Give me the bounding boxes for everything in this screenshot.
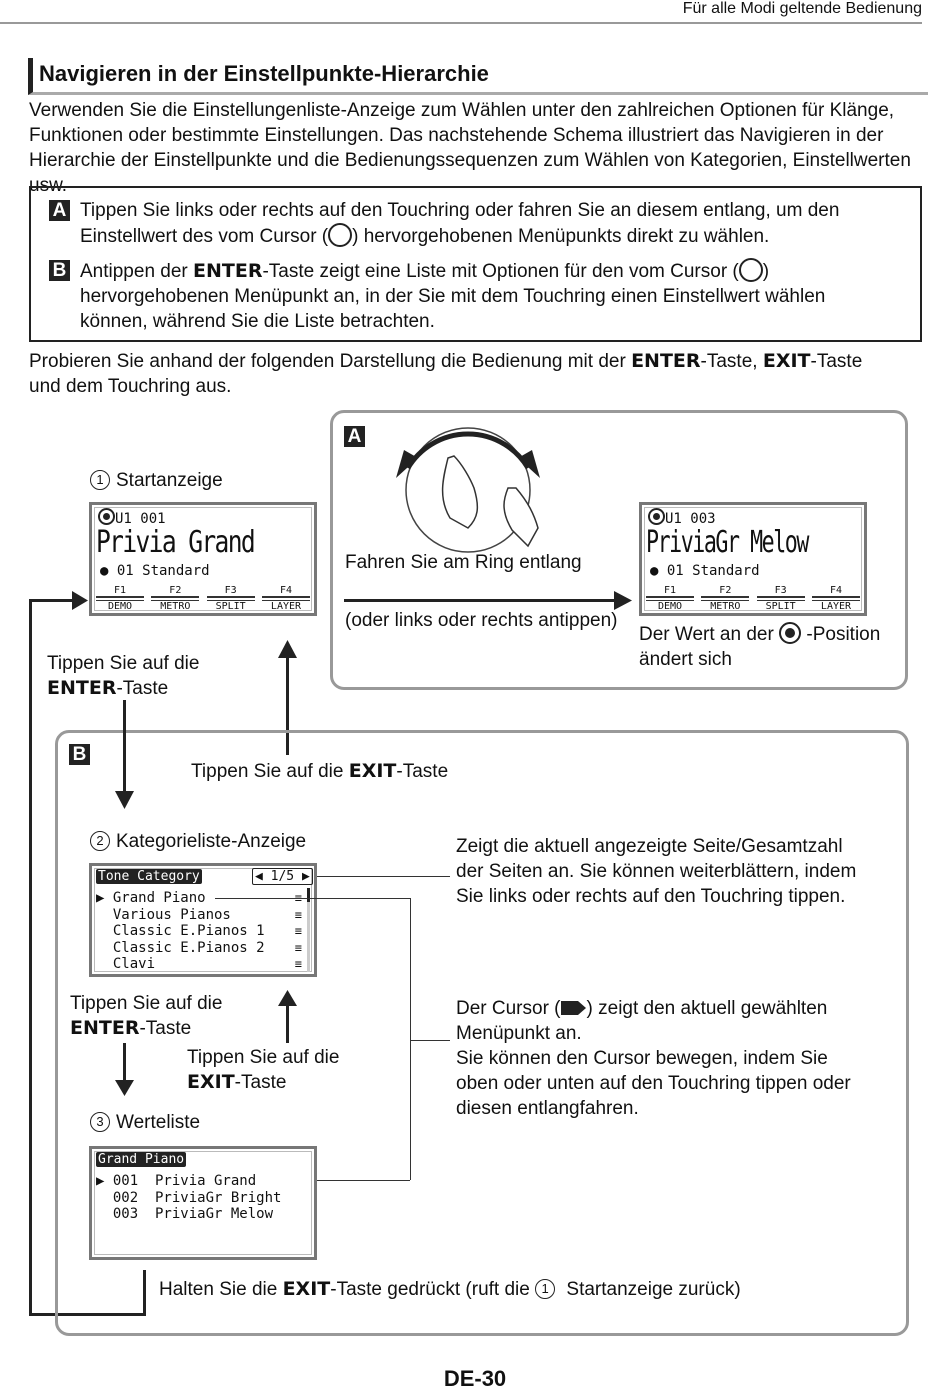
ring-instruction: Fahren Sie am Ring entlang <box>345 552 582 573</box>
list-item[interactable]: ▶ Grand Piano <box>96 890 206 906</box>
note-b-line: Antippen der ENTER-Taste zeigt eine Liste mit Optionen für den vom Cursor ( ) <box>80 260 770 282</box>
box-b-badge: B <box>69 744 90 765</box>
cursor-leader-vertical <box>410 898 411 1180</box>
ring-instruction-alt: (oder links oder rechts antippen) <box>345 610 618 631</box>
notes-box <box>29 186 922 342</box>
note-b-line: können, während Sie die Liste betrachten. <box>80 311 435 332</box>
lcd1-tone-name: Privia Grand <box>96 525 255 560</box>
list-item[interactable]: Classic E.Pianos 2 ≡ <box>112 939 302 956</box>
lcd2-subtitle: ● 01 Standard <box>650 563 760 579</box>
label-b-badge: B <box>49 260 70 281</box>
lcd2-function-keys <box>646 585 860 612</box>
page-indicator[interactable]: ◀ 1/5 ▶ <box>252 868 313 885</box>
box-a-badge: A <box>344 426 365 447</box>
enter-tap-label: Tippen Sie auf die ENTER-Taste <box>47 653 200 699</box>
lcd-changed-screen <box>639 502 867 616</box>
category-list <box>96 890 306 973</box>
cursor-circle-icon <box>328 223 352 247</box>
return-loop-top <box>29 599 77 602</box>
scrollbar[interactable] <box>307 888 310 972</box>
category-title: Tone Category <box>98 869 200 884</box>
lcd-value-list <box>89 1146 317 1260</box>
lcd1-header: U1 001 <box>98 508 166 527</box>
note-a-line: Einstellwert des vom Cursor ( ) hervorgehobenen Menüpunkts direkt zu wählen. <box>80 223 839 249</box>
hold-exit-note: Halten Sie die EXIT-Taste gedrückt (ruft die 1 Startanzeige zurück) <box>159 1278 741 1300</box>
position-marker-icon <box>779 622 801 644</box>
category-list-label: 2 Kategorieliste-Anzeige <box>90 829 306 854</box>
note-a-line: Tippen Sie links oder rechts auf den Touchring oder fahren Sie an diesem entlang, um den <box>80 200 840 221</box>
intro-paragraph <box>29 98 929 198</box>
value-list-label: 3 Werteliste <box>90 1110 200 1135</box>
f4-key[interactable]: F4 LAYER <box>262 585 310 612</box>
intro-line: Hierarchie der Einstellpunkte und die Bedienungssequenzen zum Wählen von Kategorien, Einstellwerten usw. <box>29 150 911 196</box>
list-item[interactable]: Classic E.Pianos 1 ≡ <box>112 923 302 939</box>
page-header <box>0 0 922 24</box>
cursor-leader-note <box>410 1040 450 1041</box>
start-screen-label: 1 Startanzeige <box>90 468 223 493</box>
note-a <box>49 198 839 249</box>
label-a-badge: A <box>49 200 70 221</box>
enter2-arrow-head <box>115 1080 134 1096</box>
enter-tap-label-2: Tippen Sie auf die ENTER-Taste <box>70 993 223 1039</box>
list-item[interactable]: ▶ 001 Privia Grand <box>96 1173 257 1189</box>
enter-arrow-line <box>123 700 126 794</box>
section-title: Für alle Modi geltende Bedienung <box>682 0 922 17</box>
f4-key[interactable]: F4 LAYER <box>812 585 860 612</box>
return-loop-line <box>29 599 32 1316</box>
f2-key[interactable]: F2 METRO <box>151 585 199 612</box>
exit-arrow-head <box>278 640 297 658</box>
arrow-right <box>344 599 620 602</box>
section-heading <box>28 58 928 95</box>
value-change-note: Der Wert an der -Position ändert sich <box>639 624 881 670</box>
intro-line: Verwenden Sie die Einstellungenliste-Anzeige zum Wählen unter den zahlreichen Optionen für Klänge, <box>29 100 895 121</box>
touch-ring-icon <box>388 418 548 558</box>
lcd2-tone-name: PriviaGr Melow <box>646 525 808 560</box>
intro-line: Funktionen oder bestimmte Einstellungen. Das nachstehende Schema illustriert das Navigieren in der <box>29 125 884 146</box>
f1-key[interactable]: F1 DEMO <box>646 585 694 612</box>
return-arrow-head <box>72 591 88 610</box>
cursor-circle-icon <box>739 258 763 282</box>
enter-arrow-head <box>115 791 134 809</box>
f3-key[interactable]: F3 SPLIT <box>757 585 805 612</box>
note-b <box>49 258 825 334</box>
enter2-arrow-line <box>123 1043 126 1083</box>
page-note-leader <box>317 876 450 877</box>
list-item[interactable]: 002 PriviaGr Bright <box>112 1189 282 1206</box>
exit-tap-label: Tippen Sie auf die EXIT-Taste <box>191 760 449 782</box>
try-paragraph: Probieren Sie anhand der folgenden Darstellung die Bedienung mit der ENTER-Taste, EXIT-Taste und dem Touchring aus. <box>29 350 863 397</box>
page-number: DE-30 <box>443 1366 507 1391</box>
list-item[interactable]: Various Pianos ≡ <box>112 906 302 923</box>
value-list <box>96 1173 306 1223</box>
f3-key[interactable]: F3 SPLIT <box>207 585 255 612</box>
note-b-line: hervorgehobenen Menüpunkt an, in der Sie mit dem Touchring einen Einstellwert wählen <box>80 286 826 307</box>
cursor-leader-top <box>215 898 410 899</box>
heading-text: Navigieren in der Einstellpunkte-Hierarchie <box>39 61 489 86</box>
lcd-start-screen <box>89 502 317 616</box>
lcd1-subtitle: ● 01 Standard <box>100 563 210 579</box>
exit2-arrow-head <box>278 990 297 1006</box>
cursor-note: Der Cursor ( ) zeigt den aktuell gewählten Menüpunkt an. Sie können den Cursor bewegen, indem Sie oben oder unten auf den Touchring tippen oder diesen entlangfahren. <box>456 998 851 1119</box>
lcd2-header: U1 003 <box>648 508 716 527</box>
exit2-arrow-line <box>286 1003 289 1043</box>
lcd-category-list <box>89 863 317 977</box>
exit-tap-label-2: Tippen Sie auf die EXIT-Taste <box>187 1047 340 1093</box>
f2-key[interactable]: F2 METRO <box>701 585 749 612</box>
list-item[interactable]: 003 PriviaGr Melow <box>112 1206 274 1222</box>
cursor-arrow-icon <box>561 1000 587 1016</box>
list-item[interactable]: Clavi ≡ <box>112 956 302 972</box>
lcd1-function-keys <box>96 585 310 612</box>
value-list-title: Grand Piano <box>98 1152 185 1167</box>
f1-key[interactable]: F1 DEMO <box>96 585 144 612</box>
page-note: Zeigt die aktuell angezeigte Seite/Gesamtzahl der Seiten an. Sie können weiterblättern, indem Sie links oder rechts auf den Touchring tippen. <box>456 836 857 907</box>
